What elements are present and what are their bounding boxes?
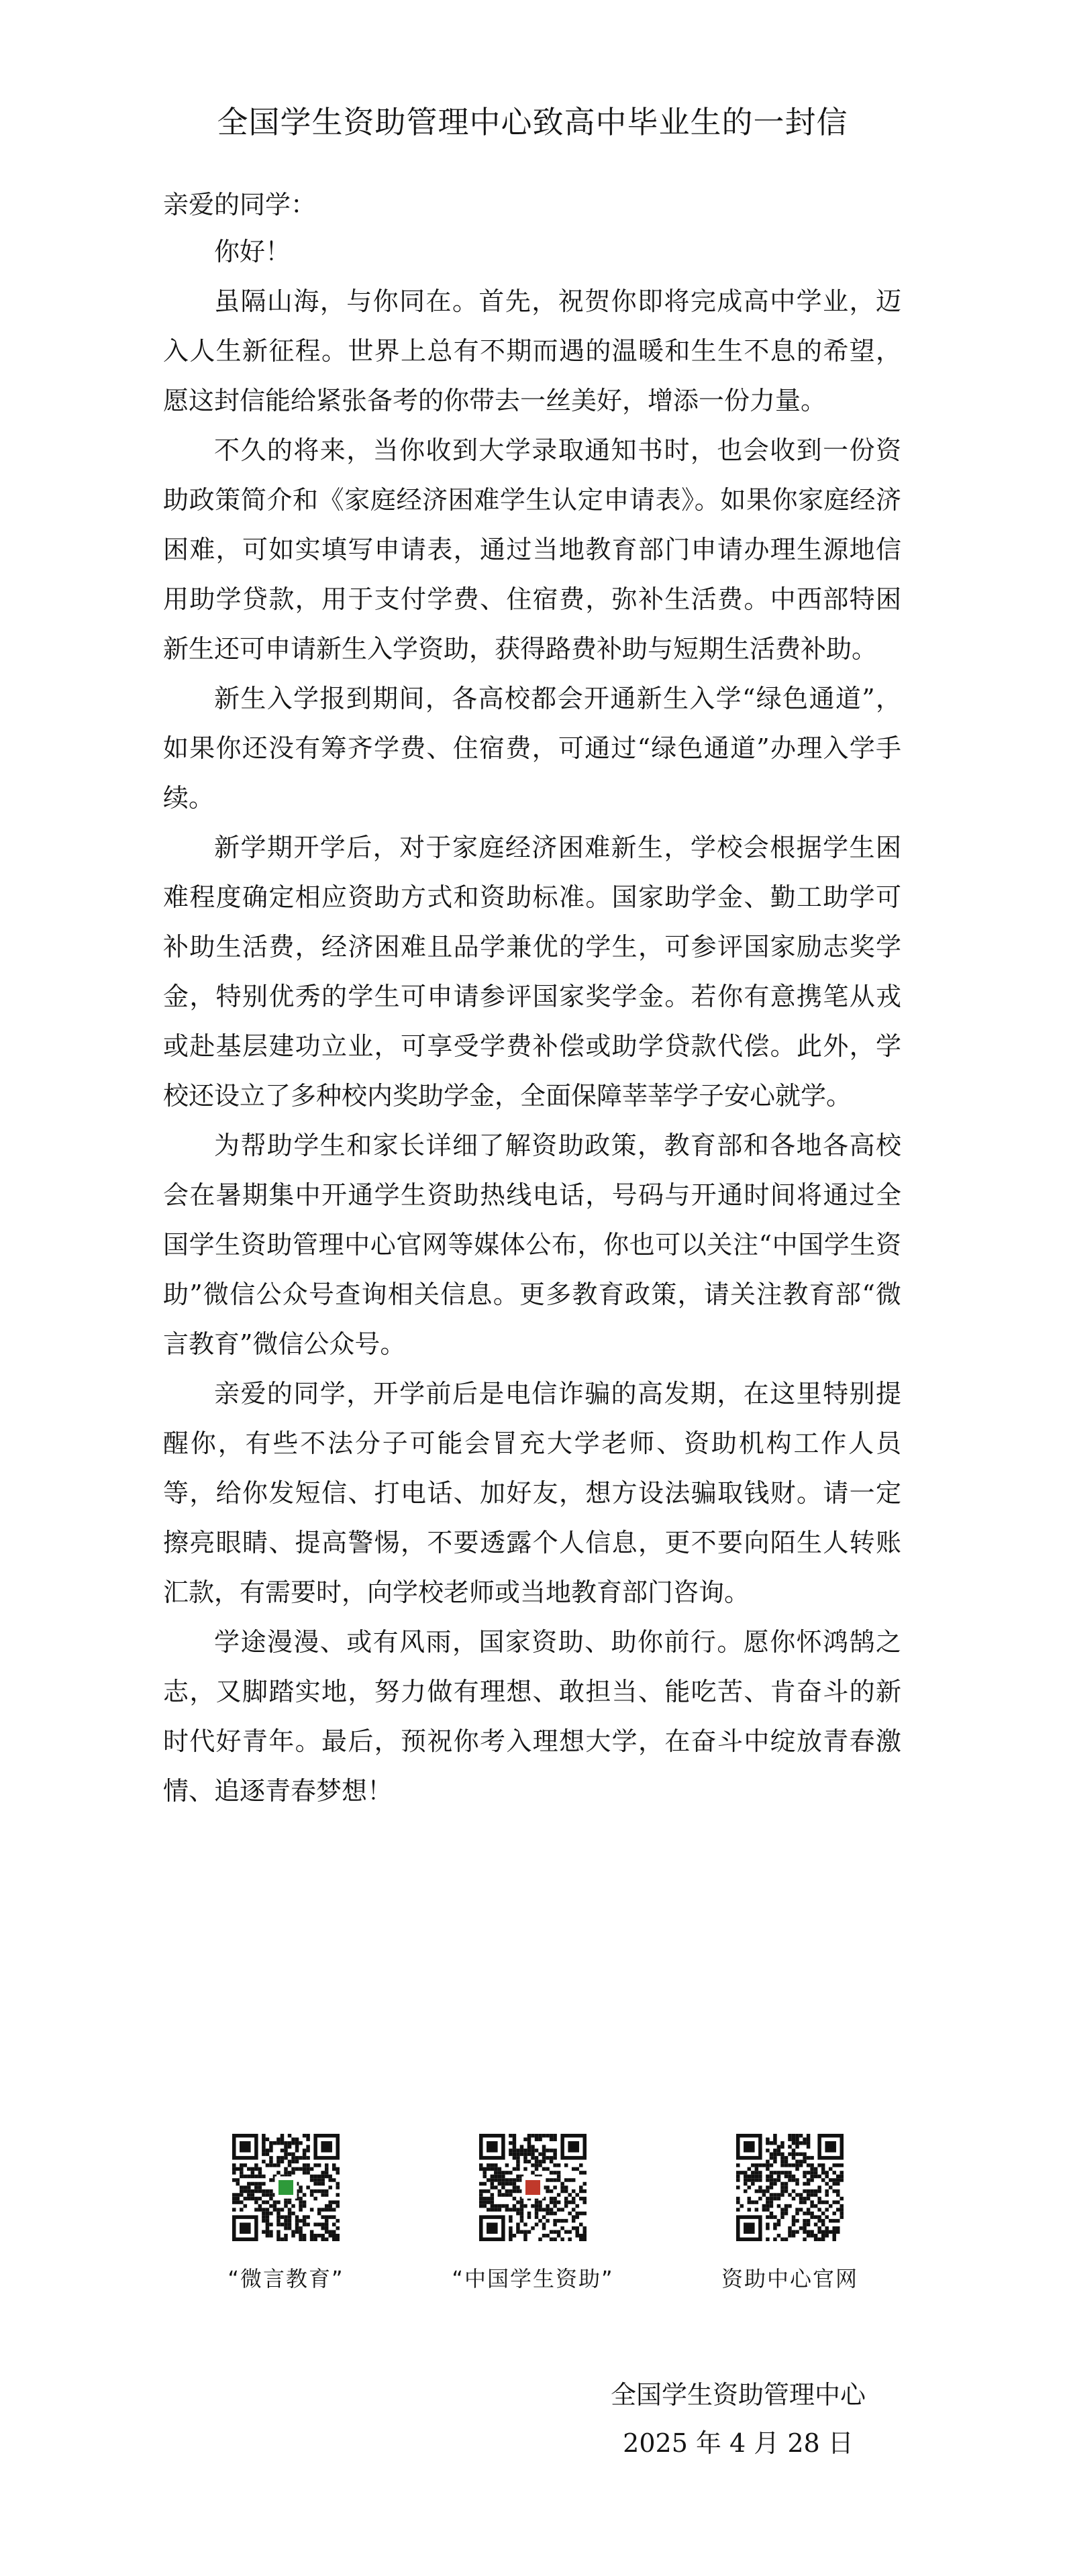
letter-body bbox=[163, 227, 901, 1816]
paragraph-loan-policy: 不久的将来，当你收到大学录取通知书时，也会收到一份资助政策简介和《家庭经济困难学生认定申请表》。如果你家庭经济困难，可如实填写申请表，通过当地教育部门申请办理生源地信用助学贷款，用于支付学费、住宿费，弥补生活费。中西部特困新生还可申请新生入学资助，获得路费补助与短期生活费补助。 bbox=[163, 435, 901, 664]
paragraph-green-channel: 新生入学报到期间，各高校都会开通新生入学“绿色通道”，如果你还没有筹齐学费、住宿费，可通过“绿色通道”办理入学手续。 bbox=[163, 684, 901, 813]
qr-caption: “微言教育” bbox=[227, 2266, 344, 2291]
greeting: 你好！ bbox=[214, 237, 291, 266]
qr-code-icon[interactable] bbox=[736, 2134, 844, 2241]
paragraph-congratulations: 虽隔山海，与你同在。首先，祝贺你即将完成高中学业，迈入人生新征程。世界上总有不期而遇的温暖和生生不息的希望，愿这封信能给紧张备考的你带去一丝美好，增添一份力量。 bbox=[163, 287, 901, 415]
qr-block-weiyan bbox=[172, 2134, 400, 2292]
qr-code-row bbox=[0, 2134, 1065, 2295]
paragraph-fraud-warning: 亲爱的同学，开学前后是电信诈骗的高发期，在这里特别提醒你，有些不法分子可能会冒充大学老师、资助机构工作人员等，给你发短信、打电话、加好友，想方设法骗取钱财。请一定擦亮眼睛、提高警惕，不要透露个人信息，更不要向陌生人转账汇款，有需要时，向学校老师或当地教育部门咨询。 bbox=[163, 1379, 901, 1607]
qr-caption: 资助中心官网 bbox=[721, 2266, 858, 2291]
qr-block-student-aid bbox=[419, 2134, 647, 2292]
qr-code-icon[interactable] bbox=[232, 2134, 340, 2241]
signature-organization: 全国学生资助管理中心 bbox=[610, 2380, 866, 2410]
paragraph-closing: 学途漫漫、或有风雨，国家资助、助你前行。愿你怀鸿鹄之志，又脚踏实地，努力做有理想、敢担当、能吃苦、肯奋斗的新时代好青年。最后，预祝你考入理想大学，在奋斗中绽放青春激情、追逐青春梦想！ bbox=[163, 1627, 901, 1806]
signature-date: 2025 年 4 月 28 日 bbox=[623, 2428, 854, 2458]
qr-caption: “中国学生资助” bbox=[452, 2266, 614, 2291]
qr-code-icon[interactable] bbox=[479, 2134, 587, 2241]
page-title: 全国学生资助管理中心致高中毕业生的一封信 bbox=[217, 104, 848, 140]
qr-block-official-site bbox=[676, 2134, 904, 2292]
salutation: 亲爱的同学： bbox=[163, 190, 317, 219]
paragraph-hotline: 为帮助学生和家长详细了解资助政策，教育部和各地各高校会在暑期集中开通学生资助热线电话，号码与开通时间将通过全国学生资助管理中心官网等媒体公布，你也可以关注“中国学生资助”微信公众号查询相关信息。更多教育政策，请关注教育部“微言教育”微信公众号。 bbox=[163, 1131, 901, 1359]
paragraph-scholarships: 新学期开学后，对于家庭经济困难新生，学校会根据学生困难程度确定相应资助方式和资助标准。国家助学金、勤工助学可补助生活费，经济困难且品学兼优的学生，可参评国家励志奖学金，特别优秀的学生可申请参评国家奖学金。若你有意携笔从戎或赴基层建功立业，可享受学费补偿或助学贷款代偿。此外，学校还设立了多种校内奖助学金，全面保障莘莘学子安心就学。 bbox=[163, 833, 901, 1111]
